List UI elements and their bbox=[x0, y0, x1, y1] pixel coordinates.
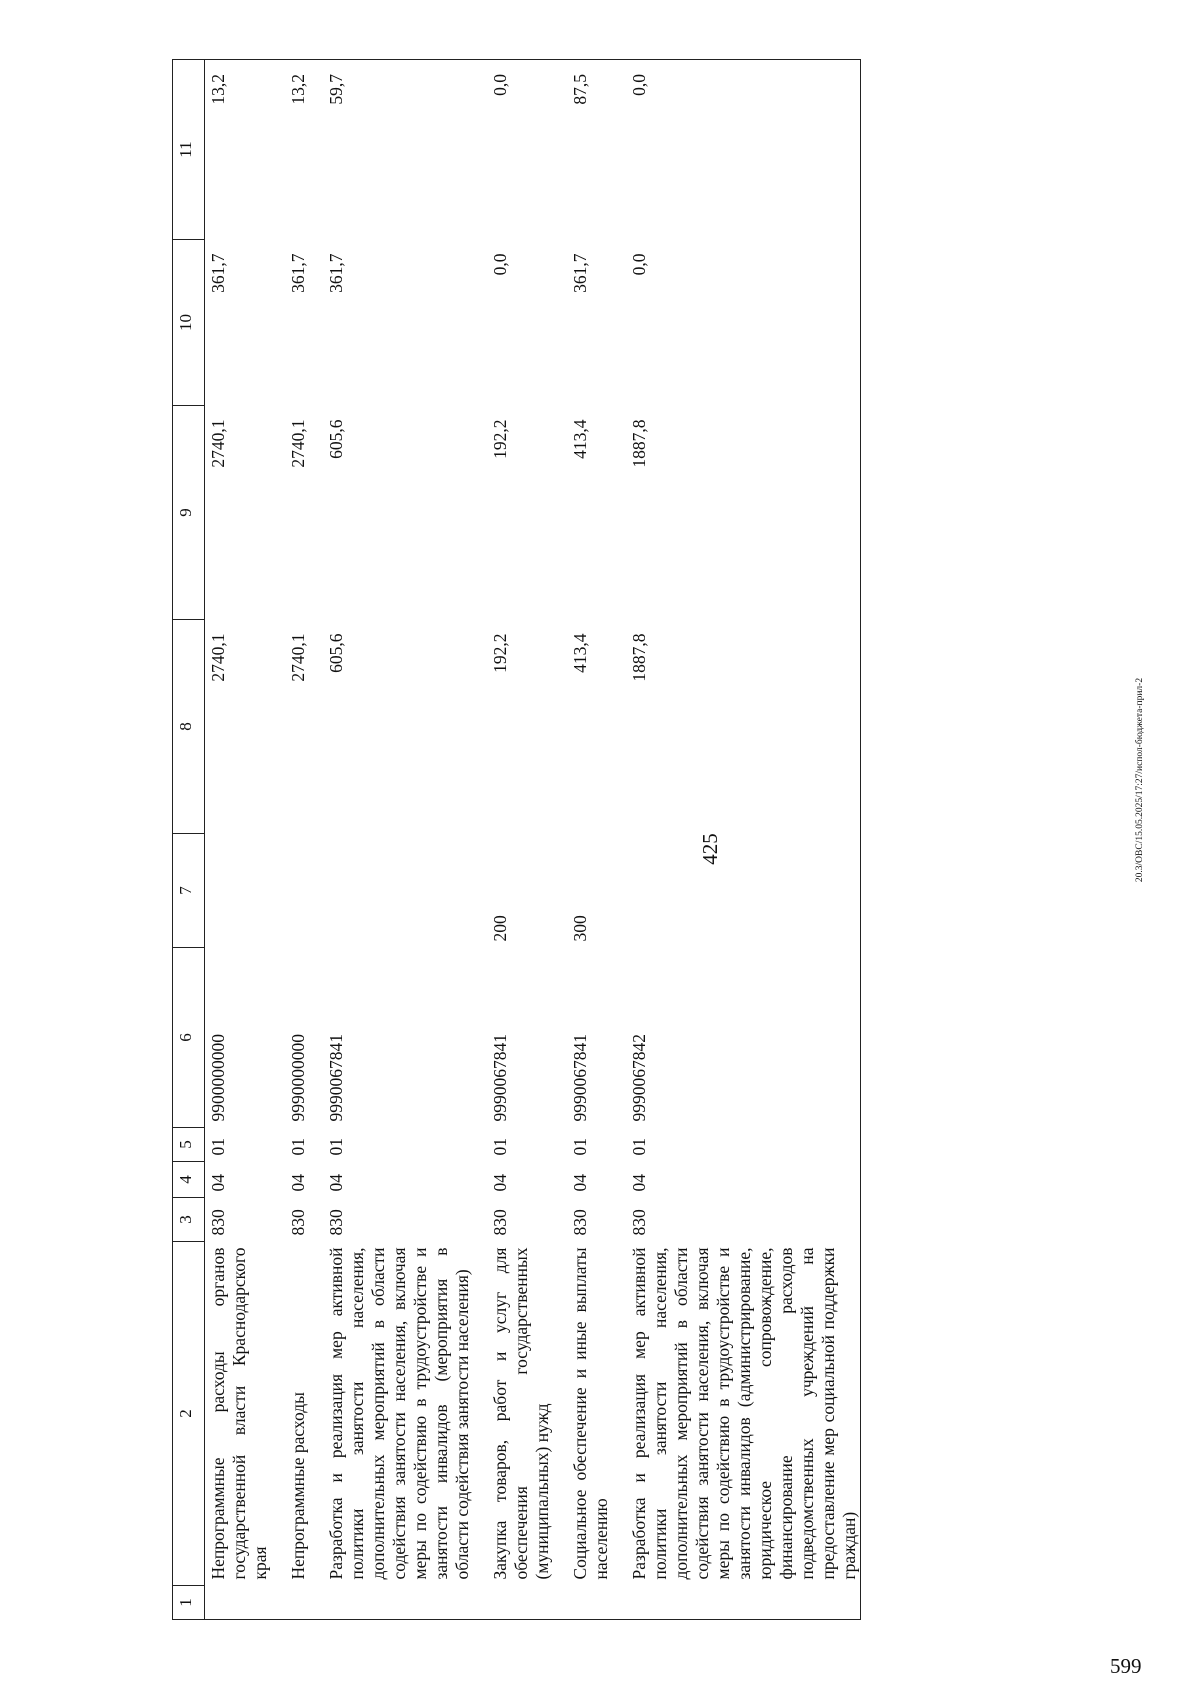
cell-col6: 9900000000 bbox=[208, 1034, 228, 1122]
cell-col7 bbox=[205, 834, 286, 948]
cell-col5: 01 bbox=[208, 1138, 228, 1156]
cell-col4: 04 bbox=[490, 1174, 510, 1192]
cell-col5: 01 bbox=[490, 1138, 510, 1156]
cell-col6: 9990067841 bbox=[326, 1034, 346, 1122]
cell-col3: 830 bbox=[490, 1209, 510, 1236]
table-row bbox=[285, 60, 323, 1620]
cell-col5: 01 bbox=[570, 1138, 590, 1156]
cell-col1 bbox=[285, 1586, 323, 1620]
cell-col7 bbox=[285, 834, 323, 948]
cell-col4: 04 bbox=[570, 1174, 590, 1192]
cell-col4: 04 bbox=[626, 1162, 861, 1198]
cell-description: Непрограммные расходы органов государственной власти Краснодарского края bbox=[208, 1247, 270, 1580]
cell-col8: 605,6 bbox=[326, 633, 346, 673]
cell-col4: 04 bbox=[288, 1174, 308, 1192]
table-row bbox=[323, 60, 487, 1620]
cell-col11: 13,2 bbox=[205, 60, 286, 240]
cell-col10: 0,0 bbox=[626, 240, 861, 406]
header-cell-11: 11 bbox=[173, 60, 205, 240]
cell-col10: 361,7 bbox=[326, 253, 346, 293]
header-cell-8: 8 bbox=[173, 620, 205, 834]
cell-col10: 361,7 bbox=[208, 253, 228, 293]
cell-col6: 9990000000 bbox=[288, 1034, 308, 1122]
cell-description: Разработка и реализация мер активной политики занятости населения, дополнительных мероприятий в области содействия занятости населения, включая меры по содействию в трудоустройстве и занятости инвалидов (мероприятия в области содействия занятости населения) bbox=[326, 1247, 472, 1580]
cell-col1 bbox=[205, 1586, 286, 1620]
cell-col3: 830 bbox=[626, 1198, 861, 1242]
cell-description: Закупка товаров, работ и услуг для обеспечения государственных (муниципальных) нужд bbox=[490, 1247, 552, 1580]
cell-col9: 413,4 bbox=[570, 419, 590, 459]
cell-col3: 830 bbox=[326, 1209, 346, 1236]
header-row bbox=[173, 60, 205, 1620]
header-cell-7: 7 bbox=[173, 834, 205, 948]
cell-col3: 830 bbox=[288, 1209, 308, 1236]
cell-col8: 2740,1 bbox=[208, 633, 228, 682]
cell-col1 bbox=[626, 1586, 861, 1620]
cell-col10: 361,7 bbox=[570, 253, 590, 293]
cell-col9: 2740,1 bbox=[208, 419, 228, 468]
header-cell-1: 1 bbox=[173, 1586, 205, 1620]
cell-col8: 192,2 bbox=[490, 633, 510, 673]
cell-col5: 01 bbox=[626, 1128, 861, 1162]
cell-col6: 9990067842 bbox=[626, 948, 861, 1128]
cell-description: Непрограммные расходы bbox=[288, 1392, 308, 1580]
cell-col11: 87,5 bbox=[567, 60, 626, 240]
cell-col7: 300 bbox=[570, 915, 590, 942]
cell-col1 bbox=[567, 1586, 626, 1620]
page-number-bottom: 599 bbox=[1110, 1654, 1142, 1678]
cell-col3: 830 bbox=[570, 1209, 590, 1236]
cell-col7 bbox=[323, 834, 487, 948]
cell-col1 bbox=[323, 1586, 487, 1620]
cell-description: Разработка и реализация мер активной политики занятости населения, дополнительных мероприятий в области содействия занятости населения, включая меры по содействию в трудоустройстве и занятости инвалидов (администрирование, юридическое сопровождение, финансирование расходов подведомственных учреждений на предоставление мер социальной поддержки граждан) bbox=[626, 1242, 861, 1586]
header-cell-6: 6 bbox=[173, 948, 205, 1128]
document-stamp: 20.3/OBC/15.05.2025/17:27/испол-бюджета-прил-2 bbox=[1135, 677, 1145, 883]
budget-table bbox=[172, 59, 861, 1620]
table-row bbox=[626, 60, 861, 1620]
table-row bbox=[205, 60, 286, 1620]
cell-col7 bbox=[626, 834, 861, 948]
rotated-table-container bbox=[172, 60, 932, 1620]
cell-description: Социальное обеспечение и иные выплаты населению bbox=[570, 1247, 611, 1580]
cell-col9: 605,6 bbox=[326, 419, 346, 459]
cell-col5: 01 bbox=[326, 1138, 346, 1156]
table-row bbox=[567, 60, 626, 1620]
cell-col9: 192,2 bbox=[490, 419, 510, 459]
cell-col8: 1887,8 bbox=[626, 620, 861, 834]
header-cell-4: 4 bbox=[173, 1162, 205, 1198]
cell-col8: 413,4 bbox=[570, 633, 590, 673]
cell-col4: 04 bbox=[326, 1174, 346, 1192]
cell-col9: 1887,8 bbox=[626, 406, 861, 620]
cell-col7: 200 bbox=[490, 915, 510, 942]
header-cell-2: 2 bbox=[173, 1242, 205, 1586]
cell-col11: 13,2 bbox=[285, 60, 323, 240]
cell-col9: 2740,1 bbox=[288, 419, 308, 468]
cell-col8: 2740,1 bbox=[288, 633, 308, 682]
cell-col5: 01 bbox=[288, 1138, 308, 1156]
cell-col6: 9990067841 bbox=[570, 1034, 590, 1122]
page-number-top: 425 bbox=[698, 833, 722, 865]
cell-col11: 0,0 bbox=[487, 60, 567, 240]
header-cell-9: 9 bbox=[173, 406, 205, 620]
cell-col10: 0,0 bbox=[490, 253, 510, 276]
table-row bbox=[487, 60, 567, 1620]
cell-col1 bbox=[487, 1586, 567, 1620]
cell-col4: 04 bbox=[208, 1174, 228, 1192]
cell-col11: 0,0 bbox=[626, 60, 861, 240]
cell-col6: 9990067841 bbox=[490, 1034, 510, 1122]
cell-col10: 361,7 bbox=[288, 253, 308, 293]
header-cell-3: 3 bbox=[173, 1198, 205, 1242]
cell-col11: 59,7 bbox=[323, 60, 487, 240]
cell-col3: 830 bbox=[208, 1209, 228, 1236]
header-cell-10: 10 bbox=[173, 240, 205, 406]
header-cell-5: 5 bbox=[173, 1128, 205, 1162]
